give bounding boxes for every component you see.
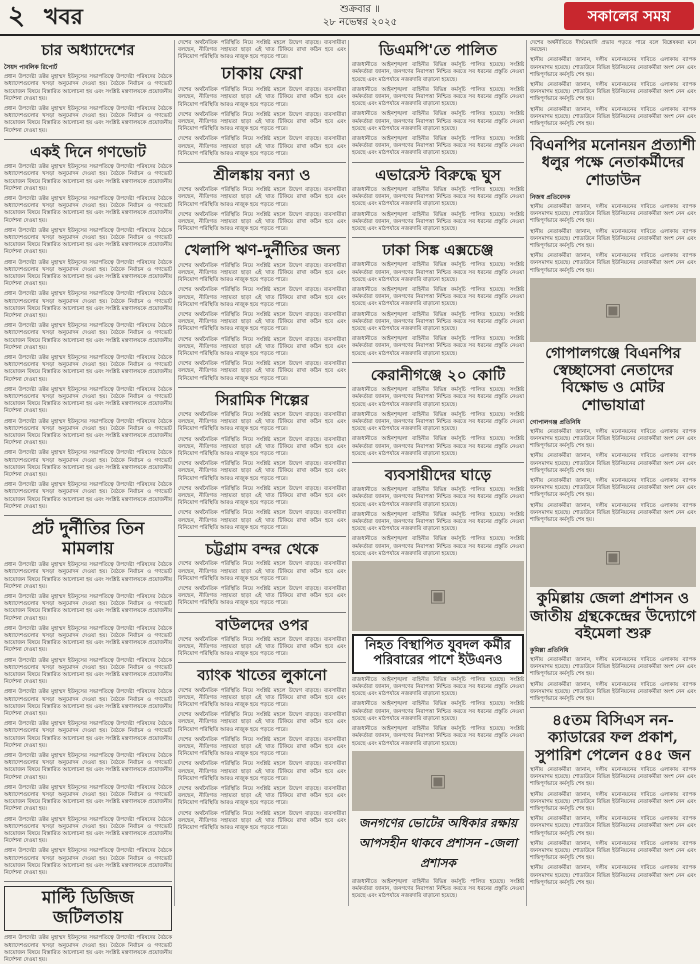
article-text: দেশের অর্থনৈতিক পরিস্থিতি নিয়ে সংশ্লিষ্ট মহলে উদ্বেগ বাড়ছে। ব্যবসায়ীরা বলছেন, নীতিগত সহায়তা ছাড়া এই খাত টিকিয়ে রাখা কঠিন হবে এবং বিনিয়োগ পরিস্থিতি আরও নাজুক হয়ে পড়তে পারে। [178,311,346,333]
headline-uno-jubodal: নিহত বিস্থাপিত যুবদল কর্মীর পরিবারের পাশে ইউএনও [352,634,524,674]
article-text: স্থানীয় নেতাকর্মীরা জানান, দলীয় মনোনয়নের দাবিতে এলাকায় ব্যাপক জনসমাগম হয়েছে। শোডাউনে বিভিন্ন ইউনিয়নের নেতাকর্মীরা অংশ নেন এবং শান্তিপূর্ণভাবে কর্মসূচি শেষ হয়। [530,57,696,78]
article-text: স্থানীয় নেতাকর্মীরা জানান, দলীয় মনোনয়নের দাবিতে এলাকায় ব্যাপক জনসমাগম হয়েছে। শোডাউনে বিভিন্ন ইউনিয়নের নেতাকর্মীরা অংশ নেন এবং শান্তিপূর্ণভাবে কর্মসূচি শেষ হয়। [530,840,696,862]
newspaper-logo: সকালের সময় [564,2,694,30]
dateline-day: শুক্রবার ॥ [340,4,380,15]
article-text: দেশের অর্থনৈতিক পরিস্থিতি নিয়ে সংশ্লিষ্ট মহলে উদ্বেগ বাড়ছে। ব্যবসায়ীরা বলছেন, নীতিগত সহায়তা ছাড়া এই খাত টিকিয়ে রাখা কঠিন হবে এবং বিনিয়োগ পরিস্থিতি আরও নাজুক হয়ে পড়তে পারে। [178,361,346,382]
article-text: দেশের অর্থনৈতিক পরিস্থিতি নিয়ে সংশ্লিষ্ট মহলে উদ্বেগ বাড়ছে। ব্যবসায়ীরা বলছেন, নীতিগত সহায়তা ছাড়া এই খাত টিকিয়ে রাখা কঠিন হবে এবং বিনিয়োগ পরিস্থিতি আরও নাজুক হয়ে পড়তে পারে। [178,485,346,507]
column-3 [352,40,524,906]
photo-icon: ▣ [604,299,622,321]
article-text: দেশের অর্থনৈতিক পরিস্থিতি নিয়ে সংশ্লিষ্ট মহলে উদ্বেগ বাড়ছে। ব্যবসায়ীরা বলছেন, নীতিগত সহায়তা ছাড়া এই খাত টিকিয়ে রাখা কঠিন হবে এবং বিনিয়োগ পরিস্থিতি আরও নাজুক হয়ে পড়তে পারে। [178,810,346,832]
headline-dhaka-exchange: ঢাকা সিঙ্ক এক্সচেঞ্জ [382,241,494,260]
news-photo [352,561,524,631]
article-text: দেশের অর্থনৈতিক পরিস্থিতি নিয়ে সংশ্লিষ্ট মহলে উদ্বেগ বাড়ছে। ব্যবসায়ীরা বলছেন, নীতিগত সহায়তা ছাড়া এই খাত টিকিয়ে রাখা কঠিন হবে এবং বিনিয়োগ পরিস্থিতি আরও নাজুক হয়ে পড়তে পারে। [178,510,346,531]
article-text: প্রধান উপদেষ্টা ডক্টর মুহাম্মদ ইউনূসের সভাপতিত্বে উপদেষ্টা পরিষদের বৈঠকে অধ্যাদেশগুলোর খসড়া অনুমোদন দেওয়া হয়। বৈঠকে নির্বাচন ও গণভোট আয়োজন বিষয়ে বিস্তারিত আলোচনা হয় এবং সংশ্লিষ্ট মন্ত্রণালয়কে প্রয়োজনীয় নির্দেশনা দেওয়া হয়। [4,935,172,963]
article-text: প্রধান উপদেষ্টা ডক্টর মুহাম্মদ ইউনূসের সভাপতিত্বে উপদেষ্টা পরিষদের বৈঠকে অধ্যাদেশগুলোর খসড়া অনুমোদন দেওয়া হয়। বৈঠকে নির্বাচন ও গণভোট আয়োজন বিষয়ে বিস্তারিত আলোচনা হয় এবং সংশ্লিষ্ট মন্ত্রণালয়কে প্রয়োজনীয় নির্দেশনা দেওয়া হয়। [4,753,172,781]
article-text: স্থানীয় নেতাকর্মীরা জানান, দলীয় মনোনয়নের দাবিতে এলাকায় ব্যাপক জনসমাগম হয়েছে। শোডাউনে বিভিন্ন ইউনিয়নের নেতাকর্মীরা অংশ নেন এবং শান্তিপূর্ণভাবে কর্মসূচি শেষ হয়। [530,106,696,128]
article-text: স্থানীয় নেতাকর্মীরা জানান, দলীয় মনোনয়নের দাবিতে এলাকায় ব্যাপক জনসমাগম হয়েছে। শোডাউনে বিভিন্ন ইউনিয়নের নেতাকর্মীরা অংশ নেন এবং শান্তিপূর্ণভাবে কর্মসূচি শেষ হয়। [530,478,696,499]
article-text: প্রধান উপদেষ্টা ডক্টর মুহাম্মদ ইউনূসের সভাপতিত্বে উপদেষ্টা পরিষদের বৈঠকে অধ্যাদেশগুলোর খসড়া অনুমোদন দেওয়া হয়। বৈঠকে নির্বাচন ও গণভোট আয়োজন বিষয়ে বিস্তারিত আলোচনা হয় এবং সংশ্লিষ্ট মন্ত্রণালয়কে প্রয়োজনীয় নির্দেশনা দেওয়া হয়। [4,259,172,288]
article-text: দেশের অর্থনৈতিক পরিস্থিতি নিয়ে সংশ্লিষ্ট মহলে উদ্বেগ বাড়ছে। ব্যবসায়ীরা বলছেন, নীতিগত সহায়তা ছাড়া এই খাত টিকিয়ে রাখা কঠিন হবে এবং বিনিয়োগ পরিস্থিতি আরও নাজুক হয়ে পড়তে পারে। [178,786,346,807]
article-text: প্রধান উপদেষ্টা ডক্টর মুহাম্মদ ইউনূসের সভাপতিত্বে উপদেষ্টা পরিষদের বৈঠকে অধ্যাদেশগুলোর খসড়া অনুমোদন দেওয়া হয়। বৈঠকে নির্বাচন ও গণভোট আয়োজন বিষয়ে বিস্তারিত আলোচনা হয় এবং সংশ্লিষ্ট মন্ত্রণালয়কে প্রয়োজনীয় নির্দেশনা দেওয়া হয়। [4,482,172,510]
article-text: রাজধানীতে আইনশৃঙ্খলা বাহিনীর বিভিন্ন কর্মসূচি পালিত হয়েছে। সংশ্লিষ্ট কর্মকর্তারা জানান, জনগণের নিরাপত্তা নিশ্চিত করতে সব ধরনের প্রস্তুতি নেওয়া হয়েছে এবং মাঠপর্যায়ে নজরদারি বাড়ানো হয়েছে। [352,186,524,208]
article-text: দেশের অর্থনীতিতে দীর্ঘমেয়াদি প্রভাব পড়তে পারে বলে বিশ্লেষকরা মনে করছেন। [530,40,696,54]
article-text: রাজধানীতে আইনশৃঙ্খলা বাহিনীর বিভিন্ন কর্মসূচি পালিত হয়েছে। সংশ্লিষ্ট কর্মকর্তারা জানান, জনগণের নিরাপত্তা নিশ্চিত করতে সব ধরনের প্রস্তুতি নেওয়া হয়েছে এবং মাঠপর্যায়ে নজরদারি বাড়ানো হয়েছে। [352,262,524,283]
article-text: প্রধান উপদেষ্টা ডক্টর মুহাম্মদ ইউনূসের সভাপতিত্বে উপদেষ্টা পরিষদের বৈঠকে অধ্যাদেশগুলোর খসড়া অনুমোদন দেওয়া হয়। বৈঠকে নির্বাচন ও গণভোট আয়োজন বিষয়ে বিস্তারিত আলোচনা হয় এবং সংশ্লিষ্ট মন্ত্রণালয়কে প্রয়োজনীয় নির্দেশনা দেওয়া হয়। [4,689,172,718]
headline-gopalganj-protest: গোপালগঞ্জে বিএনপির স্বেচ্ছাসেবা নেতাদের বিক্ষোভ ও মোটর শোভাযাত্রা [545,343,681,414]
article-text: স্থানীয় নেতাকর্মীরা জানান, দলীয় মনোনয়নের দাবিতে এলাকায় ব্যাপক জনসমাগম হয়েছে। শোডাউনে বিভিন্ন ইউনিয়নের নেতাকর্মীরা অংশ নেন এবং শান্তিপূর্ণভাবে কর্মসূচি শেষ হয়। [530,428,696,450]
article-text: রাজধানীতে আইনশৃঙ্খলা বাহিনীর বিভিন্ন কর্মসূচি পালিত হয়েছে। সংশ্লিষ্ট কর্মকর্তারা জানান, জনগণের নিরাপত্তা নিশ্চিত করতে সব ধরনের প্রস্তুতি নেওয়া হয়েছে এবং মাঠপর্যায়ে নজরদারি বাড়ানো হয়েছে। [352,336,524,357]
article-text: দেশের অর্থনৈতিক পরিস্থিতি নিয়ে সংশ্লিষ্ট মহলে উদ্বেগ বাড়ছে। ব্যবসায়ীরা বলছেন, নীতিগত সহায়তা ছাড়া এই খাত টিকিয়ে রাখা কঠিন হবে এবং বিনিয়োগ পরিস্থিতি আরও নাজুক হয়ে পড়তে পারে। [178,187,346,208]
byline: সৈয়দ পাবলিক রিপোর্ট [4,64,58,72]
article-text: দেশের অর্থনৈতিক পরিস্থিতি নিয়ে সংশ্লিষ্ট মহলে উদ্বেগ বাড়ছে। ব্যবসায়ীরা বলছেন, নীতিগত সহায়তা ছাড়া এই খাত টিকিয়ে রাখা কঠিন হবে এবং বিনিয়োগ পরিস্থিতি আরও নাজুক হয়ে পড়তে পারে। [178,736,346,758]
headline-bcs-result: ৪৫তম বিসিএস নন-ক্যাডারের ফল প্রকাশ, সুপারিশ পেলেন ৫৪৫ জন [535,711,691,764]
headline-multi-disease: মাল্টি ডিজিজ জটিলতায় [4,886,172,931]
article-text: স্থানীয় নেতাকর্মীরা জানান, দলীয় মনোনয়নের দাবিতে এলাকায় ব্যাপক জনসমাগম হয়েছে। শোডাউনে বিভিন্ন ইউনিয়নের নেতাকর্মীরা অংশ নেন এবং শান্তিপূর্ণভাবে কর্মসূচি শেষ হয়। [530,865,696,886]
column-rule [174,40,175,906]
article-text: প্রধান উপদেষ্টা ডক্টর মুহাম্মদ ইউনূসের সভাপতিত্বে উপদেষ্টা পরিষদের বৈঠকে অধ্যাদেশগুলোর খসড়া অনুমোদন দেওয়া হয়। বৈঠকে নির্বাচন ও গণভোট আয়োজন বিষয়ে বিস্তারিত আলোচনা হয় এবং সংশ্লিষ্ট মন্ত্রণালয়কে প্রয়োজনীয় নির্দেশনা দেওয়া হয়। [4,625,172,654]
article-text: প্রধান উপদেষ্টা ডক্টর মুহাম্মদ ইউনূসের সভাপতিত্বে উপদেষ্টা পরিষদের বৈঠকে অধ্যাদেশগুলোর খসড়া অনুমোদন দেওয়া হয়। বৈঠকে নির্বাচন ও গণভোট আয়োজন বিষয়ে বিস্তারিত আলোচনা হয় এবং সংশ্লিষ্ট মন্ত্রণালয়কে প্রয়োজনীয় নির্দেশনা দেওয়া হয়। [4,323,172,351]
headline-bnp-showdown: বিএনপির মনোনয়ন প্রত্যাশী ধলুর পক্ষে নেতাকর্মীদের শোডাউন [530,136,696,189]
article-text: দেশের অর্থনৈতিক পরিস্থিতি নিয়ে সংশ্লিষ্ট মহলে উদ্বেগ বাড়ছে। ব্যবসায়ীরা বলছেন, নীতিগত সহায়তা ছাড়া এই খাত টিকিয়ে রাখা কঠিন হবে এবং বিনিয়োগ পরিস্থিতি আরও নাজুক হয়ে পড়তে পারে। [178,262,346,284]
article-text: দেশের অর্থনৈতিক পরিস্থিতি নিয়ে সংশ্লিষ্ট মহলে উদ্বেগ বাড়ছে। ব্যবসায়ীরা বলছেন, নীতিগত সহায়তা ছাড়া এই খাত টিকিয়ে রাখা কঠিন হবে এবং বিনিয়োগ পরিস্থিতি আরও নাজুক হয়ে পড়তে পারে। [178,211,346,233]
article-text: রাজধানীতে আইনশৃঙ্খলা বাহিনীর বিভিন্ন কর্মসূচি পালিত হয়েছে। সংশ্লিষ্ট কর্মকর্তারা জানান, জনগণের নিরাপত্তা নিশ্চিত করতে সব ধরনের প্রস্তুতি নেওয়া হয়েছে এবং মাঠপর্যায়ে নজরদারি বাড়ানো হয়েছে। [352,701,524,722]
headline-ctg-port: চট্টগ্রাম বন্দর থেকে [205,540,319,559]
article-text: প্রধান উপদেষ্টা ডক্টর মুহাম্মদ ইউনূসের সভাপতিত্বে উপদেষ্টা পরিষদের বৈঠকে অধ্যাদেশগুলোর খসড়া অনুমোদন দেওয়া হয়। বৈঠকে নির্বাচন ও গণভোট আয়োজন বিষয়ে বিস্তারিত আলোচনা হয় এবং সংশ্লিষ্ট মন্ত্রণালয়কে প্রয়োজনীয় নির্দেশনা দেওয়া হয়। [4,106,172,134]
dateline-date: ২৮ নভেম্বর ২০২৫ [322,17,398,28]
headline-everest-bribe: এভারেস্ট বিরুদ্ধে ঘুস [375,165,501,184]
article-text: প্রধান উপদেষ্টা ডক্টর মুহাম্মদ ইউনূসের সভাপতিত্বে উপদেষ্টা পরিষদের বৈঠকে অধ্যাদেশগুলোর খসড়া অনুমোদন দেওয়া হয়। বৈঠকে নির্বাচন ও গণভোট আয়োজন বিষয়ে বিস্তারিত আলোচনা হয় এবং সংশ্লিষ্ট মন্ত্রণালয়কে প্রয়োজনীয় নির্দেশনা দেওয়া হয়। [4,721,172,749]
article-text: স্থানীয় নেতাকর্মীরা জানান, দলীয় মনোনয়নের দাবিতে এলাকায় ব্যাপক জনসমাগম হয়েছে। শোডাউনে বিভিন্ন ইউনিয়নের নেতাকর্মীরা অংশ নেন এবং শান্তিপূর্ণভাবে কর্মসূচি শেষ হয়। [530,657,696,678]
article-text: রাজধানীতে আইনশৃঙ্খলা বাহিনীর বিভিন্ন কর্মসূচি পালিত হয়েছে। সংশ্লিষ্ট কর্মকর্তারা জানান, জনগণের নিরাপত্তা নিশ্চিত করতে সব ধরনের প্রস্তুতি নেওয়া হয়েছে এবং মাঠপর্যায়ে নজরদারি বাড়ানো হয়েছে। [352,436,524,457]
article-text: প্রধান উপদেষ্টা ডক্টর মুহাম্মদ ইউনূসের সভাপতিত্বে উপদেষ্টা পরিষদের বৈঠকে অধ্যাদেশগুলোর খসড়া অনুমোদন দেওয়া হয়। বৈঠকে নির্বাচন ও গণভোট আয়োজন বিষয়ে বিস্তারিত আলোচনা হয় এবং সংশ্লিষ্ট মন্ত্রণালয়কে প্রয়োজনীয় নির্দেশনা দেওয়া হয়। [4,291,172,319]
article-text: রাজধানীতে আইনশৃঙ্খলা বাহিনীর বিভিন্ন কর্মসূচি পালিত হয়েছে। সংশ্লিষ্ট কর্মকর্তারা জানান, জনগণের নিরাপত্তা নিশ্চিত করতে সব ধরনের প্রস্তুতি নেওয়া হয়েছে এবং মাঠপর্যায়ে নজরদারি বাড়ানো হয়েছে। [352,676,524,698]
article-text: রাজধানীতে আইনশৃঙ্খলা বাহিনীর বিভিন্ন কর্মসূচি পালিত হয়েছে। সংশ্লিষ্ট কর্মকর্তারা জানান, জনগণের নিরাপত্তা নিশ্চিত করতে সব ধরনের প্রস্তুতি নেওয়া হয়েছে এবং মাঠপর্যায়ে নজরদারি বাড়ানো হয়েছে। [352,111,524,132]
article-text: দেশের অর্থনৈতিক পরিস্থিতি নিয়ে সংশ্লিষ্ট মহলে উদ্বেগ বাড়ছে। ব্যবসায়ীরা বলছেন, নীতিগত সহায়তা ছাড়া এই খাত টিকিয়ে রাখা কঠিন হবে এবং বিনিয়োগ পরিস্থিতি আরও নাজুক হয়ে পড়তে পারে। [178,636,346,658]
photo-icon: ▣ [604,546,622,568]
page-number: ২ [8,1,25,31]
article-text: প্রধান উপদেষ্টা ডক্টর মুহাম্মদ ইউনূসের সভাপতিত্বে উপদেষ্টা পরিষদের বৈঠকে অধ্যাদেশগুলোর খসড়া অনুমোদন দেওয়া হয়। বৈঠকে নির্বাচন ও গণভোট আয়োজন বিষয়ে বিস্তারিত আলোচনা হয় এবং সংশ্লিষ্ট মন্ত্রণালয়কে প্রয়োজনীয় নির্দেশনা দেওয়া হয়। [4,386,172,415]
article-text: প্রধান উপদেষ্টা ডক্টর মুহাম্মদ ইউনূসের সভাপতিত্বে উপদেষ্টা পরিষদের বৈঠকে অধ্যাদেশগুলোর খসড়া অনুমোদন দেওয়া হয়। বৈঠকে নির্বাচন ও গণভোট আয়োজন বিষয়ে বিস্তারিত আলোচনা হয় এবং সংশ্লিষ্ট মন্ত্রণালয়কে প্রয়োজনীয় নির্দেশনা দেওয়া হয়। [4,227,172,256]
photo-icon: ▣ [429,585,447,607]
headline-ordinance: চার অধ্যাদেশের [41,41,135,59]
article-text: স্থানীয় নেতাকর্মীরা জানান, দলীয় মনোনয়নের দাবিতে এলাকায় ব্যাপক জনসমাগম হয়েছে। শোডাউনে বিভিন্ন ইউনিয়নের নেতাকর্মীরা অংশ নেন এবং শান্তিপূর্ণভাবে কর্মসূচি শেষ হয়। [530,82,696,103]
article-text: দেশের অর্থনৈতিক পরিস্থিতি নিয়ে সংশ্লিষ্ট মহলে উদ্বেগ বাড়ছে। ব্যবসায়ীরা বলছেন, নীতিগত সহায়তা ছাড়া এই খাত টিকিয়ে রাখা কঠিন হবে এবং বিনিয়োগ পরিস্থিতি আরও নাজুক হয়ে পড়তে পারে। [178,111,346,133]
article-text: প্রধান উপদেষ্টা ডক্টর মুহাম্মদ ইউনূসের সভাপতিত্বে উপদেষ্টা পরিষদের বৈঠকে অধ্যাদেশগুলোর খসড়া অনুমোদন দেওয়া হয়। বৈঠকে নির্বাচন ও গণভোট আয়োজন বিষয়ে বিস্তারিত আলোচনা হয় এবং সংশ্লিষ্ট মন্ত্রণালয়কে প্রয়োজনীয় নির্দেশনা দেওয়া হয়। [4,164,172,192]
article-text: প্রধান উপদেষ্টা ডক্টর মুহাম্মদ ইউনূসের সভাপতিত্বে উপদেষ্টা পরিষদের বৈঠকে অধ্যাদেশগুলোর খসড়া অনুমোদন দেওয়া হয়। বৈঠকে নির্বাচন ও গণভোট আয়োজন বিষয়ে বিস্তারিত আলোচনা হয় এবং সংশ্লিষ্ট মন্ত্রণালয়কে প্রয়োজনীয় নির্দেশনা দেওয়া হয়। [4,418,172,447]
article-text: রাজধানীতে আইনশৃঙ্খলা বাহিনীর বিভিন্ন কর্মসূচি পালিত হয়েছে। সংশ্লিষ্ট কর্মকর্তারা জানান, জনগণের নিরাপত্তা নিশ্চিত করতে সব ধরনের প্রস্তুতি নেওয়া হয়েছে এবং মাঠপর্যায়ে নজরদারি বাড়ানো হয়েছে। [352,878,524,900]
article-text: দেশের অর্থনৈতিক পরিস্থিতি নিয়ে সংশ্লিষ্ট মহলে উদ্বেগ বাড়ছে। ব্যবসায়ীরা বলছেন, নীতিগত সহায়তা ছাড়া এই খাত টিকিয়ে রাখা কঠিন হবে এবং বিনিয়োগ পরিস্থিতি আরও নাজুক হয়ে পড়তে পারে। [178,687,346,709]
article-text: রাজধানীতে আইনশৃঙ্খলা বাহিনীর বিভিন্ন কর্মসূচি পালিত হয়েছে। সংশ্লিষ্ট কর্মকর্তারা জানান, জনগণের নিরাপত্তা নিশ্চিত করতে সব ধরনের প্রস্তুতি নেওয়া হয়েছে এবং মাঠপর্যায়ে নজরদারি বাড়ানো হয়েছে। [352,136,524,157]
article-text: স্থানীয় নেতাকর্মীরা জানান, দলীয় মনোনয়নের দাবিতে এলাকায় ব্যাপক জনসমাগম হয়েছে। শোডাউনে বিভিন্ন ইউনিয়নের নেতাকর্মীরা অংশ নেন এবং শান্তিপূর্ণভাবে কর্মসূচি শেষ হয়। [530,681,696,703]
article-text: স্থানীয় নেতাকর্মীরা জানান, দলীয় মনোনয়নের দাবিতে এলাকায় ব্যাপক জনসমাগম হয়েছে। শোডাউনে বিভিন্ন ইউনিয়নের নেতাকর্মীরা অংশ নেন এবং শান্তিপূর্ণভাবে কর্মসূচি শেষ হয়। [530,766,696,788]
article-text: প্রধান উপদেষ্টা ডক্টর মুহাম্মদ ইউনূসের সভাপতিত্বে উপদেষ্টা পরিষদের বৈঠকে অধ্যাদেশগুলোর খসড়া অনুমোদন দেওয়া হয়। বৈঠকে নির্বাচন ও গণভোট আয়োজন বিষয়ে বিস্তারিত আলোচনা হয় এবং সংশ্লিষ্ট মন্ত্রণালয়কে প্রয়োজনীয় নির্দেশনা দেওয়া হয়। [4,450,172,479]
dateline [290,3,430,29]
article-text: দেশের অর্থনৈতিক পরিস্থিতি নিয়ে সংশ্লিষ্ট মহলে উদ্বেগ বাড়ছে। ব্যবসায়ীরা বলছেন, নীতিগত সহায়তা ছাড়া এই খাত টিকিয়ে রাখা কঠিন হবে এবং বিনিয়োগ পরিস্থিতি আরও নাজুক হয়ে পড়তে পারে। [178,40,346,61]
column-2 [178,40,346,906]
news-photo [530,527,696,587]
article-text: রাজধানীতে আইনশৃঙ্খলা বাহিনীর বিভিন্ন কর্মসূচি পালিত হয়েছে। সংশ্লিষ্ট কর্মকর্তারা জানান, জনগণের নিরাপত্তা নিশ্চিত করতে সব ধরনের প্রস্তুতি নেওয়া হয়েছে এবং মাঠপর্যায়ে নজরদারি বাড়ানো হয়েছে। [352,311,524,333]
column-rule [348,40,349,906]
headline-srilanka-flood: শ্রীলঙ্কায় বন্যা ও [213,165,311,184]
article-text: দেশের অর্থনৈতিক পরিস্থিতি নিয়ে সংশ্লিষ্ট মহলে উদ্বেগ বাড়ছে। ব্যবসায়ীরা বলছেন, নীতিগত সহায়তা ছাড়া এই খাত টিকিয়ে রাখা কঠিন হবে এবং বিনিয়োগ পরিস্থিতি আরও নাজুক হয়ে পড়তে পারে। [178,412,346,433]
article-text: রাজধানীতে আইনশৃঙ্খলা বাহিনীর বিভিন্ন কর্মসূচি পালিত হয়েছে। সংশ্লিষ্ট কর্মকর্তারা জানান, জনগণের নিরাপত্তা নিশ্চিত করতে সব ধরনের প্রস্তুতি নেওয়া হয়েছে এবং মাঠপর্যায়ে নজরদারি বাড়ানো হয়েছে। [352,511,524,533]
article-text: দেশের অর্থনৈতিক পরিস্থিতি নিয়ে সংশ্লিষ্ট মহলে উদ্বেগ বাড়ছে। ব্যবসায়ীরা বলছেন, নীতিগত সহায়তা ছাড়া এই খাত টিকিয়ে রাখা কঠিন হবে এবং বিনিয়োগ পরিস্থিতি আরও নাজুক হয়ে পড়তে পারে। [178,585,346,607]
article-text: দেশের অর্থনৈতিক পরিস্থিতি নিয়ে সংশ্লিষ্ট মহলে উদ্বেগ বাড়ছে। ব্যবসায়ীরা বলছেন, নীতিগত সহায়তা ছাড়া এই খাত টিকিয়ে রাখা কঠিন হবে এবং বিনিয়োগ পরিস্থিতি আরও নাজুক হয়ে পড়তে পারে। [178,761,346,782]
headline-bank-sector: ব্যাংক খাতের লুকানো [197,666,327,685]
section-title: খবর [44,4,83,30]
headline-comilla-bookfair: কুমিল্লায় জেলা প্রশাসন ও জাতীয় গ্রন্থকেন্দ্রের উদ্যোগে বইমেলা শুরু [530,589,696,642]
news-photo [352,751,524,811]
article-text: স্থানীয় নেতাকর্মীরা জানান, দলীয় মনোনয়নের দাবিতে এলাকায় ব্যাপক জনসমাগম হয়েছে। শোডাউনে বিভিন্ন ইউনিয়নের নেতাকর্মীরা অংশ নেন এবং শান্তিপূর্ণভাবে কর্মসূচি শেষ হয়। [530,816,696,837]
article-text: স্থানীয় নেতাকর্মীরা জানান, দলীয় মনোনয়নের দাবিতে এলাকায় ব্যাপক জনসমাগম হয়েছে। শোডাউনে বিভিন্ন ইউনিয়নের নেতাকর্মীরা অংশ নেন এবং শান্তিপূর্ণভাবে কর্মসূচি শেষ হয়। [530,453,696,474]
article-text: স্থানীয় নেতাকর্মীরা জানান, দলীয় মনোনয়নের দাবিতে এলাকায় ব্যাপক জনসমাগম হয়েছে। শোডাউনে বিভিন্ন ইউনিয়নের নেতাকর্মীরা অংশ নেন এবং শান্তিপূর্ণভাবে কর্মসূচি শেষ হয়। [530,791,696,812]
headline-dc-vote-rights: জনগণের ভোটের অধিকার রক্ষায় আপসহীন থাকবে প্রশাসন -জেলা প্রশাসক [358,815,518,870]
article-text: রাজধানীতে আইনশৃঙ্খলা বাহিনীর বিভিন্ন কর্মসূচি পালিত হয়েছে। সংশ্লিষ্ট কর্মকর্তারা জানান, জনগণের নিরাপত্তা নিশ্চিত করতে সব ধরনের প্রস্তুতি নেওয়া হয়েছে এবং মাঠপর্যায়ে নজরদারি বাড়ানো হয়েছে। [352,211,524,232]
headline-dmp: ডিএমপি'তে পালিত [379,41,497,59]
article-text: প্রধান উপদেষ্টা ডক্টর মুহাম্মদ ইউনূসের সভাপতিত্বে উপদেষ্টা পরিষদের বৈঠকে অধ্যাদেশগুলোর খসড়া অনুমোদন দেওয়া হয়। বৈঠকে নির্বাচন ও গণভোট আয়োজন বিষয়ে বিস্তারিত আলোচনা হয় এবং সংশ্লিষ্ট মন্ত্রণালয়কে প্রয়োজনীয় নির্দেশনা দেওয়া হয়। [4,848,172,877]
article-text: রাজধানীতে আইনশৃঙ্খলা বাহিনীর বিভিন্ন কর্মসূচি পালিত হয়েছে। সংশ্লিষ্ট কর্মকর্তারা জানান, জনগণের নিরাপত্তা নিশ্চিত করতে সব ধরনের প্রস্তুতি নেওয়া হয়েছে এবং মাঠপর্যায়ে নজরদারি বাড়ানো হয়েছে। [352,536,524,557]
headline-keraniganj: কেরানীগঞ্জে ২০ কোটি [370,365,506,384]
byline: নিজস্ব প্রতিবেদক [530,193,571,201]
article-text: রাজধানীতে আইনশৃঙ্খলা বাহিনীর বিভিন্ন কর্মসূচি পালিত হয়েছে। সংশ্লিষ্ট কর্মকর্তারা জানান, জনগণের নিরাপত্তা নিশ্চিত করতে সব ধরনের প্রস্তুতি নেওয়া হয়েছে এবং মাঠপর্যায়ে নজরদারি বাড়ানো হয়েছে। [352,487,524,508]
headline-referendum: একই দিনে গণভোট [30,142,146,161]
article-text: প্রধান উপদেষ্টা ডক্টর মুহাম্মদ ইউনূসের সভাপতিত্বে উপদেষ্টা পরিষদের বৈঠকে অধ্যাদেশগুলোর খসড়া অনুমোদন দেওয়া হয়। বৈঠকে নির্বাচন ও গণভোট আয়োজন বিষয়ে বিস্তারিত আলোচনা হয় এবং সংশ্লিষ্ট মন্ত্রণালয়কে প্রয়োজনীয় নির্দেশনা দেওয়া হয়। [4,562,172,590]
article-text: দেশের অর্থনৈতিক পরিস্থিতি নিয়ে সংশ্লিষ্ট মহলে উদ্বেগ বাড়ছে। ব্যবসায়ীরা বলছেন, নীতিগত সহায়তা ছাড়া এই খাত টিকিয়ে রাখা কঠিন হবে এবং বিনিয়োগ পরিস্থিতি আরও নাজুক হয়ে পড়তে পারে। [178,136,346,157]
article-text: স্থানীয় নেতাকর্মীরা জানান, দলীয় মনোনয়নের দাবিতে এলাকায় ব্যাপক জনসমাগম হয়েছে। শোডাউনে বিভিন্ন ইউনিয়নের নেতাকর্মীরা অংশ নেন এবং শান্তিপূর্ণভাবে কর্মসূচি শেষ হয়। [530,203,696,225]
article-text: প্রধান উপদেষ্টা ডক্টর মুহাম্মদ ইউনূসের সভাপতিত্বে উপদেষ্টা পরিষদের বৈঠকে অধ্যাদেশগুলোর খসড়া অনুমোদন দেওয়া হয়। বৈঠকে নির্বাচন ও গণভোট আয়োজন বিষয়ে বিস্তারিত আলোচনা হয় এবং সংশ্লিষ্ট মন্ত্রণালয়কে প্রয়োজনীয় নির্দেশনা দেওয়া হয়। [4,74,172,102]
article-text: রাজধানীতে আইনশৃঙ্খলা বাহিনীর বিভিন্ন কর্মসূচি পালিত হয়েছে। সংশ্লিষ্ট কর্মকর্তারা জানান, জনগণের নিরাপত্তা নিশ্চিত করতে সব ধরনের প্রস্তুতি নেওয়া হয়েছে এবং মাঠপর্যায়ে নজরদারি বাড়ানো হয়েছে। [352,726,524,747]
article-text: রাজধানীতে আইনশৃঙ্খলা বাহিনীর বিভিন্ন কর্মসূচি পালিত হয়েছে। সংশ্লিষ্ট কর্মকর্তারা জানান, জনগণের নিরাপত্তা নিশ্চিত করতে সব ধরনের প্রস্তুতি নেওয়া হয়েছে এবং মাঠপর্যায়ে নজরদারি বাড়ানো হয়েছে। [352,387,524,408]
article-text: প্রধান উপদেষ্টা ডক্টর মুহাম্মদ ইউনূসের সভাপতিত্বে উপদেষ্টা পরিষদের বৈঠকে অধ্যাদেশগুলোর খসড়া অনুমোদন দেওয়া হয়। বৈঠকে নির্বাচন ও গণভোট আয়োজন বিষয়ে বিস্তারিত আলোচনা হয় এবং সংশ্লিষ্ট মন্ত্রণালয়কে প্রয়োজনীয় নির্দেশনা দেওয়া হয়। [4,195,172,224]
column-4 [530,40,696,906]
article-text: দেশের অর্থনৈতিক পরিস্থিতি নিয়ে সংশ্লিষ্ট মহলে উদ্বেগ বাড়ছে। ব্যবসায়ীরা বলছেন, নীতিগত সহায়তা ছাড়া এই খাত টিকিয়ে রাখা কঠিন হবে এবং বিনিয়োগ পরিস্থিতি আরও নাজুক হয়ে পড়তে পারে। [178,87,346,108]
byline: কুমিল্লা প্রতিনিধি [530,647,569,654]
article-text: স্থানীয় নেতাকর্মীরা জানান, দলীয় মনোনয়নের দাবিতে এলাকায় ব্যাপক জনসমাগম হয়েছে। শোডাউনে বিভিন্ন ইউনিয়নের নেতাকর্মীরা অংশ নেন এবং শান্তিপূর্ণভাবে কর্মসূচি শেষ হয়। [530,228,696,249]
headline-traders: ব্যবসায়ীদের ঘাড়ে [384,465,492,484]
article-text: স্থানীয় নেতাকর্মীরা জানান, দলীয় মনোনয়নের দাবিতে এলাকায় ব্যাপক জনসমাগম হয়েছে। শোডাউনে বিভিন্ন ইউনিয়নের নেতাকর্মীরা অংশ নেন এবং শান্তিপূর্ণভাবে কর্মসূচি শেষ হয়। [530,253,696,274]
article-text: দেশের অর্থনৈতিক পরিস্থিতি নিয়ে সংশ্লিষ্ট মহলে উদ্বেগ বাড়ছে। ব্যবসায়ীরা বলছেন, নীতিগত সহায়তা ছাড়া এই খাত টিকিয়ে রাখা কঠিন হবে এবং বিনিয়োগ পরিস্থিতি আরও নাজুক হয়ে পড়তে পারে। [178,712,346,733]
headline-defaulted-loan: খেলাপি ঋণ-দুর্নীতির জন্য [184,241,340,260]
article-text: দেশের অর্থনৈতিক পরিস্থিতি নিয়ে সংশ্লিষ্ট মহলে উদ্বেগ বাড়ছে। ব্যবসায়ীরা বলছেন, নীতিগত সহায়তা ছাড়া এই খাত টিকিয়ে রাখা কঠিন হবে এবং বিনিয়োগ পরিস্থিতি আরও নাজুক হয়ে পড়তে পারে। [178,561,346,582]
article-text: রাজধানীতে আইনশৃঙ্খলা বাহিনীর বিভিন্ন কর্মসূচি পালিত হয়েছে। সংশ্লিষ্ট কর্মকর্তারা জানান, জনগণের নিরাপত্তা নিশ্চিত করতে সব ধরনের প্রস্তুতি নেওয়া হয়েছে এবং মাঠপর্যায়ে নজরদারি বাড়ানো হয়েছে। [352,411,524,433]
article-text: দেশের অর্থনৈতিক পরিস্থিতি নিয়ে সংশ্লিষ্ট মহলে উদ্বেগ বাড়ছে। ব্যবসায়ীরা বলছেন, নীতিগত সহায়তা ছাড়া এই খাত টিকিয়ে রাখা কঠিন হবে এবং বিনিয়োগ পরিস্থিতি আরও নাজুক হয়ে পড়তে পারে। [178,336,346,357]
article-text: প্রধান উপদেষ্টা ডক্টর মুহাম্মদ ইউনূসের সভাপতিত্বে উপদেষ্টা পরিষদের বৈঠকে অধ্যাদেশগুলোর খসড়া অনুমোদন দেওয়া হয়। বৈঠকে নির্বাচন ও গণভোট আয়োজন বিষয়ে বিস্তারিত আলোচনা হয় এবং সংশ্লিষ্ট মন্ত্রণালয়কে প্রয়োজনীয় নির্দেশনা দেওয়া হয়। [4,593,172,622]
article-text: দেশের অর্থনৈতিক পরিস্থিতি নিয়ে সংশ্লিষ্ট মহলে উদ্বেগ বাড়ছে। ব্যবসায়ীরা বলছেন, নীতিগত সহায়তা ছাড়া এই খাত টিকিয়ে রাখা কঠিন হবে এবং বিনিয়োগ পরিস্থিতি আরও নাজুক হয়ে পড়তে পারে। [178,461,346,482]
article-text: রাজধানীতে আইনশৃঙ্খলা বাহিনীর বিভিন্ন কর্মসূচি পালিত হয়েছে। সংশ্লিষ্ট কর্মকর্তারা জানান, জনগণের নিরাপত্তা নিশ্চিত করতে সব ধরনের প্রস্তুতি নেওয়া হয়েছে এবং মাঠপর্যায়ে নজরদারি বাড়ানো হয়েছে। [352,287,524,308]
headline-bauls: বাউলদের ওপর [215,615,309,634]
article-text: প্রধান উপদেষ্টা ডক্টর মুহাম্মদ ইউনূসের সভাপতিত্বে উপদেষ্টা পরিষদের বৈঠকে অধ্যাদেশগুলোর খসড়া অনুমোদন দেওয়া হয়। বৈঠকে নির্বাচন ও গণভোট আয়োজন বিষয়ে বিস্তারিত আলোচনা হয় এবং সংশ্লিষ্ট মন্ত্রণালয়কে প্রয়োজনীয় নির্দেশনা দেওয়া হয়। [4,657,172,686]
column-1 [4,40,172,963]
article-text: রাজধানীতে আইনশৃঙ্খলা বাহিনীর বিভিন্ন কর্মসূচি পালিত হয়েছে। সংশ্লিষ্ট কর্মকর্তারা জানান, জনগণের নিরাপত্তা নিশ্চিত করতে সব ধরনের প্রস্তুতি নেওয়া হয়েছে এবং মাঠপর্যায়ে নজরদারি বাড়ানো হয়েছে। [352,62,524,83]
headline-plot-corruption: প্রট দুর্নীতির তিন মামলায় [31,519,145,559]
article-text: দেশের অর্থনৈতিক পরিস্থিতি নিয়ে সংশ্লিষ্ট মহলে উদ্বেগ বাড়ছে। ব্যবসায়ীরা বলছেন, নীতিগত সহায়তা ছাড়া এই খাত টিকিয়ে রাখা কঠিন হবে এবং বিনিয়োগ পরিস্থিতি আরও নাজুক হয়ে পড়তে পারে। [178,436,346,458]
article-text: রাজধানীতে আইনশৃঙ্খলা বাহিনীর বিভিন্ন কর্মসূচি পালিত হয়েছে। সংশ্লিষ্ট কর্মকর্তারা জানান, জনগণের নিরাপত্তা নিশ্চিত করতে সব ধরনের প্রস্তুতি নেওয়া হয়েছে এবং মাঠপর্যায়ে নজরদারি বাড়ানো হয়েছে। [352,86,524,108]
masthead [0,0,700,36]
article-text: প্রধান উপদেষ্টা ডক্টর মুহাম্মদ ইউনূসের সভাপতিত্বে উপদেষ্টা পরিষদের বৈঠকে অধ্যাদেশগুলোর খসড়া অনুমোদন দেওয়া হয়। বৈঠকে নির্বাচন ও গণভোট আয়োজন বিষয়ে বিস্তারিত আলোচনা হয় এবং সংশ্লিষ্ট মন্ত্রণালয়কে প্রয়োজনীয় নির্দেশনা দেওয়া হয়। [4,355,172,383]
article-text: প্রধান উপদেষ্টা ডক্টর মুহাম্মদ ইউনূসের সভাপতিত্বে উপদেষ্টা পরিষদের বৈঠকে অধ্যাদেশগুলোর খসড়া অনুমোদন দেওয়া হয়। বৈঠকে নির্বাচন ও গণভোট আয়োজন বিষয়ে বিস্তারিত আলোচনা হয় এবং সংশ্লিষ্ট মন্ত্রণালয়কে প্রয়োজনীয় নির্দেশনা দেওয়া হয়। [4,816,172,845]
article-text: প্রধান উপদেষ্টা ডক্টর মুহাম্মদ ইউনূসের সভাপতিত্বে উপদেষ্টা পরিষদের বৈঠকে অধ্যাদেশগুলোর খসড়া অনুমোদন দেওয়া হয়। বৈঠকে নির্বাচন ও গণভোট আয়োজন বিষয়ে বিস্তারিত আলোচনা হয় এবং সংশ্লিষ্ট মন্ত্রণালয়কে প্রয়োজনীয় নির্দেশনা দেওয়া হয়। [4,784,172,813]
article-text: স্থানীয় নেতাকর্মীরা জানান, দলীয় মনোনয়নের দাবিতে এলাকায় ব্যাপক জনসমাগম হয়েছে। শোডাউনে বিভিন্ন ইউনিয়নের নেতাকর্মীরা অংশ নেন এবং শান্তিপূর্ণভাবে কর্মসূচি শেষ হয়। [530,502,696,524]
photo-icon: ▣ [429,770,447,792]
headline-dhaka-return: ঢাকায় ফেরা [221,63,303,84]
byline: গোপালগঞ্জ প্রতিনিধি [530,418,581,426]
news-photo [530,278,696,342]
column-rule [526,40,527,906]
article-text: দেশের অর্থনৈতিক পরিস্থিতি নিয়ে সংশ্লিষ্ট মহলে উদ্বেগ বাড়ছে। ব্যবসায়ীরা বলছেন, নীতিগত সহায়তা ছাড়া এই খাত টিকিয়ে রাখা কঠিন হবে এবং বিনিয়োগ পরিস্থিতি আরও নাজুক হয়ে পড়তে পারে। [178,287,346,308]
headline-ceramic-industry: সিরামিক শিল্পের [215,390,309,409]
